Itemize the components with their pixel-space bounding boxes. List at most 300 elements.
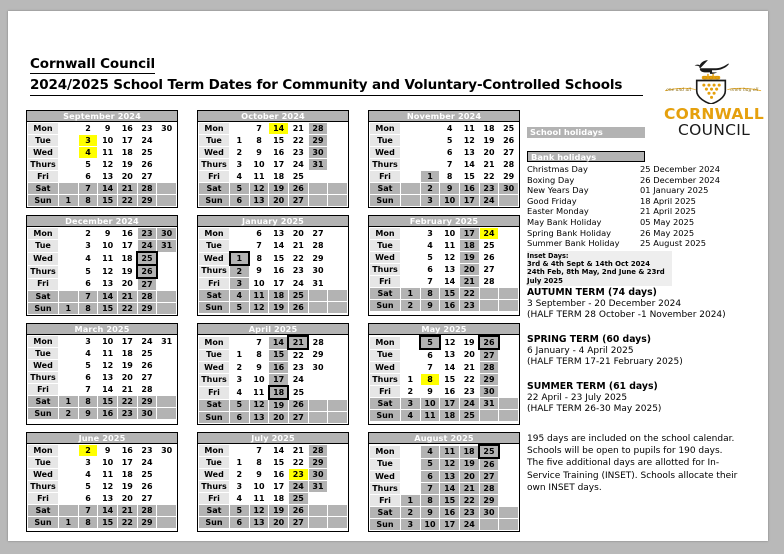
day-cell[interactable]: 31 <box>308 159 328 171</box>
day-cell[interactable]: 28 <box>308 336 328 349</box>
day-cell[interactable]: 29 <box>137 195 157 207</box>
day-cell[interactable]: 6 <box>440 147 460 159</box>
day-cell[interactable]: 24 <box>459 519 479 531</box>
day-cell[interactable]: 27 <box>288 195 308 207</box>
day-cell[interactable]: 29 <box>137 303 157 315</box>
day-cell[interactable]: 18 <box>117 147 137 159</box>
day-cell[interactable]: 20 <box>459 471 479 483</box>
day-cell[interactable]: 19 <box>479 135 499 147</box>
day-cell[interactable]: 4 <box>230 493 250 505</box>
day-cell[interactable]: 16 <box>117 445 137 457</box>
day-cell[interactable]: 5 <box>420 336 440 349</box>
day-cell[interactable]: 3 <box>78 135 98 147</box>
day-cell[interactable]: 18 <box>269 386 289 399</box>
day-cell[interactable]: 22 <box>288 135 308 147</box>
day-cell[interactable]: 9 <box>249 362 269 374</box>
day-cell[interactable]: 3 <box>401 519 421 531</box>
day-cell[interactable]: 22 <box>459 495 479 507</box>
day-cell[interactable]: 27 <box>288 412 308 424</box>
day-cell[interactable]: 28 <box>479 276 499 288</box>
day-cell[interactable]: 21 <box>459 362 479 374</box>
day-cell[interactable]: 11 <box>249 493 269 505</box>
day-cell[interactable]: 20 <box>269 412 289 424</box>
day-cell[interactable]: 4 <box>230 171 250 183</box>
day-cell[interactable]: 17 <box>459 195 479 207</box>
day-cell[interactable]: 30 <box>157 123 177 135</box>
day-cell[interactable]: 10 <box>98 135 118 147</box>
day-cell[interactable]: 12 <box>98 265 118 278</box>
day-cell[interactable]: 25 <box>288 171 308 183</box>
day-cell[interactable]: 7 <box>78 183 98 195</box>
day-cell[interactable]: 30 <box>137 408 157 420</box>
day-cell[interactable]: 14 <box>269 123 289 135</box>
day-cell[interactable]: 3 <box>420 195 440 207</box>
day-cell[interactable]: 16 <box>440 386 460 398</box>
day-cell[interactable]: 26 <box>288 399 308 412</box>
day-cell[interactable]: 9 <box>440 183 460 195</box>
day-cell[interactable]: 30 <box>157 228 177 240</box>
day-cell[interactable]: 2 <box>230 265 250 278</box>
day-cell[interactable]: 10 <box>249 481 269 493</box>
day-cell[interactable]: 13 <box>440 349 460 362</box>
day-cell[interactable]: 25 <box>459 410 479 422</box>
day-cell[interactable]: 21 <box>117 384 137 396</box>
day-cell[interactable]: 29 <box>499 171 519 183</box>
day-cell[interactable]: 2 <box>230 362 250 374</box>
day-cell[interactable]: 8 <box>249 252 269 265</box>
day-cell[interactable]: 5 <box>230 505 250 517</box>
day-cell[interactable]: 1 <box>230 349 250 362</box>
day-cell[interactable]: 11 <box>98 252 118 265</box>
day-cell[interactable]: 29 <box>137 396 157 408</box>
day-cell[interactable]: 2 <box>78 445 98 457</box>
day-cell[interactable]: 26 <box>499 135 519 147</box>
day-cell[interactable]: 14 <box>98 384 118 396</box>
day-cell[interactable]: 23 <box>117 408 137 420</box>
day-cell[interactable]: 1 <box>401 495 421 507</box>
day-cell[interactable]: 24 <box>288 481 308 493</box>
day-cell[interactable]: 29 <box>308 457 328 469</box>
day-cell[interactable]: 20 <box>459 264 479 276</box>
day-cell[interactable]: 29 <box>308 252 328 265</box>
day-cell[interactable]: 8 <box>78 396 98 408</box>
day-cell[interactable]: 19 <box>459 336 479 349</box>
day-cell[interactable]: 22 <box>288 457 308 469</box>
day-cell[interactable]: 10 <box>249 374 269 387</box>
day-cell[interactable]: 4 <box>78 348 98 360</box>
day-cell[interactable]: 7 <box>249 445 269 457</box>
day-cell[interactable]: 31 <box>308 481 328 493</box>
day-cell[interactable]: 2 <box>401 300 421 312</box>
day-cell[interactable]: 23 <box>459 507 479 519</box>
day-cell[interactable]: 31 <box>308 278 328 290</box>
day-cell[interactable]: 16 <box>269 147 289 159</box>
day-cell[interactable]: 6 <box>420 264 440 276</box>
day-cell[interactable]: 2 <box>59 408 79 420</box>
day-cell[interactable]: 23 <box>288 265 308 278</box>
day-cell[interactable]: 4 <box>440 123 460 135</box>
day-cell[interactable]: 8 <box>420 374 440 386</box>
day-cell[interactable]: 12 <box>459 135 479 147</box>
day-cell[interactable]: 16 <box>269 362 289 374</box>
day-cell[interactable]: 29 <box>308 135 328 147</box>
day-cell[interactable]: 16 <box>459 183 479 195</box>
day-cell[interactable]: 26 <box>479 336 499 349</box>
day-cell[interactable]: 23 <box>479 183 499 195</box>
day-cell[interactable]: 15 <box>98 396 118 408</box>
day-cell[interactable]: 9 <box>98 445 118 457</box>
day-cell[interactable]: 23 <box>459 386 479 398</box>
day-cell[interactable]: 7 <box>420 362 440 374</box>
day-cell[interactable]: 14 <box>459 159 479 171</box>
day-cell[interactable]: 7 <box>440 159 460 171</box>
day-cell[interactable]: 30 <box>308 469 328 481</box>
day-cell[interactable]: 28 <box>137 505 157 517</box>
day-cell[interactable]: 13 <box>98 372 118 384</box>
day-cell[interactable]: 12 <box>249 505 269 517</box>
day-cell[interactable]: 13 <box>459 147 479 159</box>
day-cell[interactable]: 10 <box>440 195 460 207</box>
day-cell[interactable]: 3 <box>230 159 250 171</box>
day-cell[interactable]: 19 <box>459 458 479 471</box>
day-cell[interactable]: 3 <box>230 278 250 290</box>
day-cell[interactable]: 14 <box>269 336 289 349</box>
day-cell[interactable]: 26 <box>288 183 308 195</box>
day-cell[interactable]: 3 <box>401 398 421 410</box>
day-cell[interactable]: 1 <box>420 171 440 183</box>
day-cell[interactable]: 26 <box>288 302 308 314</box>
day-cell[interactable]: 20 <box>269 195 289 207</box>
day-cell[interactable]: 19 <box>117 360 137 372</box>
day-cell[interactable]: 18 <box>440 410 460 422</box>
day-cell[interactable]: 16 <box>440 300 460 312</box>
day-cell[interactable]: 21 <box>479 159 499 171</box>
day-cell[interactable]: 23 <box>137 123 157 135</box>
day-cell[interactable]: 1 <box>59 303 79 315</box>
day-cell[interactable]: 30 <box>157 445 177 457</box>
day-cell[interactable]: 20 <box>117 493 137 505</box>
day-cell[interactable]: 4 <box>78 147 98 159</box>
day-cell[interactable]: 10 <box>98 457 118 469</box>
day-cell[interactable]: 25 <box>288 386 308 399</box>
day-cell[interactable]: 27 <box>137 278 157 291</box>
day-cell[interactable]: 23 <box>137 228 157 240</box>
day-cell[interactable]: 8 <box>78 303 98 315</box>
day-cell[interactable]: 31 <box>157 336 177 348</box>
day-cell[interactable]: 16 <box>269 265 289 278</box>
day-cell[interactable]: 27 <box>479 471 499 483</box>
day-cell[interactable]: 13 <box>440 471 460 483</box>
day-cell[interactable]: 16 <box>269 469 289 481</box>
day-cell[interactable]: 14 <box>98 505 118 517</box>
day-cell[interactable]: 10 <box>420 398 440 410</box>
day-cell[interactable]: 13 <box>98 171 118 183</box>
day-cell[interactable]: 5 <box>230 399 250 412</box>
day-cell[interactable]: 9 <box>98 123 118 135</box>
day-cell[interactable]: 2 <box>401 507 421 519</box>
day-cell[interactable]: 22 <box>288 349 308 362</box>
day-cell[interactable]: 21 <box>117 291 137 303</box>
day-cell[interactable]: 2 <box>78 123 98 135</box>
day-cell[interactable]: 24 <box>137 457 157 469</box>
day-cell[interactable]: 19 <box>117 265 137 278</box>
day-cell[interactable]: 3 <box>78 457 98 469</box>
day-cell[interactable]: 6 <box>420 349 440 362</box>
day-cell[interactable]: 25 <box>288 493 308 505</box>
day-cell[interactable]: 17 <box>117 457 137 469</box>
day-cell[interactable]: 6 <box>78 493 98 505</box>
day-cell[interactable]: 1 <box>59 195 79 207</box>
day-cell[interactable]: 13 <box>269 228 289 240</box>
day-cell[interactable]: 24 <box>479 195 499 207</box>
day-cell[interactable]: 27 <box>137 493 157 505</box>
day-cell[interactable]: 30 <box>308 147 328 159</box>
day-cell[interactable]: 15 <box>98 303 118 315</box>
day-cell[interactable]: 24 <box>137 336 157 348</box>
day-cell[interactable]: 29 <box>479 495 499 507</box>
day-cell[interactable]: 9 <box>420 507 440 519</box>
day-cell[interactable]: 20 <box>479 147 499 159</box>
day-cell[interactable]: 5 <box>230 183 250 195</box>
day-cell[interactable]: 14 <box>440 362 460 374</box>
day-cell[interactable]: 3 <box>78 240 98 253</box>
day-cell[interactable]: 1 <box>401 288 421 300</box>
day-cell[interactable]: 3 <box>78 336 98 348</box>
day-cell[interactable]: 20 <box>459 349 479 362</box>
day-cell[interactable]: 17 <box>117 135 137 147</box>
day-cell[interactable]: 18 <box>459 445 479 458</box>
day-cell[interactable]: 25 <box>288 290 308 302</box>
day-cell[interactable]: 30 <box>499 183 519 195</box>
day-cell[interactable]: 7 <box>78 384 98 396</box>
day-cell[interactable]: 28 <box>308 123 328 135</box>
day-cell[interactable]: 26 <box>137 481 157 493</box>
day-cell[interactable]: 5 <box>78 265 98 278</box>
day-cell[interactable]: 14 <box>440 483 460 495</box>
day-cell[interactable]: 30 <box>479 386 499 398</box>
day-cell[interactable]: 18 <box>269 290 289 302</box>
day-cell[interactable]: 27 <box>137 171 157 183</box>
day-cell[interactable]: 15 <box>459 171 479 183</box>
day-cell[interactable]: 10 <box>98 336 118 348</box>
day-cell[interactable]: 10 <box>420 519 440 531</box>
day-cell[interactable]: 18 <box>479 123 499 135</box>
day-cell[interactable]: 26 <box>479 458 499 471</box>
day-cell[interactable]: 15 <box>440 495 460 507</box>
day-cell[interactable]: 20 <box>117 372 137 384</box>
day-cell[interactable]: 4 <box>230 290 250 302</box>
day-cell[interactable]: 25 <box>137 147 157 159</box>
day-cell[interactable]: 10 <box>98 240 118 253</box>
day-cell[interactable]: 24 <box>459 398 479 410</box>
day-cell[interactable]: 7 <box>78 291 98 303</box>
day-cell[interactable]: 21 <box>459 276 479 288</box>
day-cell[interactable]: 17 <box>117 240 137 253</box>
day-cell[interactable]: 22 <box>459 288 479 300</box>
day-cell[interactable]: 17 <box>459 228 479 240</box>
day-cell[interactable]: 27 <box>137 372 157 384</box>
day-cell[interactable]: 15 <box>269 349 289 362</box>
day-cell[interactable]: 9 <box>249 469 269 481</box>
day-cell[interactable]: 15 <box>98 195 118 207</box>
day-cell[interactable]: 13 <box>98 493 118 505</box>
day-cell[interactable]: 18 <box>117 469 137 481</box>
day-cell[interactable]: 6 <box>249 228 269 240</box>
day-cell[interactable]: 6 <box>230 412 250 424</box>
day-cell[interactable]: 6 <box>78 278 98 291</box>
day-cell[interactable]: 25 <box>479 240 499 252</box>
day-cell[interactable]: 2 <box>78 228 98 240</box>
day-cell[interactable]: 13 <box>249 517 269 529</box>
day-cell[interactable]: 5 <box>78 159 98 171</box>
day-cell[interactable]: 5 <box>420 458 440 471</box>
day-cell[interactable]: 10 <box>440 228 460 240</box>
day-cell[interactable]: 5 <box>420 252 440 264</box>
day-cell[interactable]: 10 <box>249 159 269 171</box>
day-cell[interactable]: 4 <box>78 469 98 481</box>
day-cell[interactable]: 17 <box>269 481 289 493</box>
day-cell[interactable]: 12 <box>440 252 460 264</box>
day-cell[interactable]: 2 <box>401 386 421 398</box>
day-cell[interactable]: 13 <box>440 264 460 276</box>
day-cell[interactable]: 7 <box>249 240 269 253</box>
day-cell[interactable]: 21 <box>117 183 137 195</box>
day-cell[interactable]: 26 <box>137 360 157 372</box>
day-cell[interactable]: 9 <box>78 408 98 420</box>
day-cell[interactable]: 22 <box>117 303 137 315</box>
day-cell[interactable]: 12 <box>98 360 118 372</box>
day-cell[interactable]: 11 <box>440 240 460 252</box>
day-cell[interactable]: 1 <box>230 252 250 265</box>
day-cell[interactable]: 18 <box>117 252 137 265</box>
day-cell[interactable]: 1 <box>401 374 421 386</box>
day-cell[interactable]: 22 <box>288 252 308 265</box>
day-cell[interactable]: 19 <box>117 481 137 493</box>
day-cell[interactable]: 11 <box>98 147 118 159</box>
day-cell[interactable]: 12 <box>249 302 269 314</box>
day-cell[interactable]: 28 <box>137 384 157 396</box>
day-cell[interactable]: 29 <box>137 517 157 529</box>
day-cell[interactable]: 22 <box>479 171 499 183</box>
day-cell[interactable]: 16 <box>98 408 118 420</box>
day-cell[interactable]: 24 <box>479 228 499 240</box>
day-cell[interactable]: 8 <box>78 517 98 529</box>
day-cell[interactable]: 17 <box>117 336 137 348</box>
day-cell[interactable]: 7 <box>249 336 269 349</box>
day-cell[interactable]: 26 <box>137 265 157 278</box>
day-cell[interactable]: 15 <box>440 374 460 386</box>
day-cell[interactable]: 7 <box>420 483 440 495</box>
day-cell[interactable]: 19 <box>117 159 137 171</box>
day-cell[interactable]: 3 <box>420 228 440 240</box>
day-cell[interactable]: 15 <box>269 457 289 469</box>
day-cell[interactable]: 14 <box>98 291 118 303</box>
day-cell[interactable]: 3 <box>230 481 250 493</box>
day-cell[interactable]: 1 <box>59 396 79 408</box>
day-cell[interactable]: 18 <box>269 493 289 505</box>
day-cell[interactable]: 21 <box>288 240 308 253</box>
day-cell[interactable]: 4 <box>420 445 440 458</box>
day-cell[interactable]: 25 <box>479 445 499 458</box>
day-cell[interactable]: 13 <box>249 412 269 424</box>
day-cell[interactable]: 16 <box>117 228 137 240</box>
day-cell[interactable]: 6 <box>230 517 250 529</box>
day-cell[interactable]: 2 <box>230 469 250 481</box>
day-cell[interactable]: 26 <box>137 159 157 171</box>
day-cell[interactable]: 8 <box>78 195 98 207</box>
day-cell[interactable]: 11 <box>249 171 269 183</box>
day-cell[interactable]: 5 <box>78 481 98 493</box>
day-cell[interactable]: 9 <box>249 147 269 159</box>
day-cell[interactable]: 14 <box>269 240 289 253</box>
day-cell[interactable]: 22 <box>117 195 137 207</box>
day-cell[interactable]: 14 <box>440 276 460 288</box>
day-cell[interactable]: 25 <box>137 252 157 265</box>
day-cell[interactable]: 23 <box>137 445 157 457</box>
day-cell[interactable]: 25 <box>137 469 157 481</box>
day-cell[interactable]: 13 <box>249 195 269 207</box>
day-cell[interactable]: 28 <box>137 183 157 195</box>
day-cell[interactable]: 15 <box>269 135 289 147</box>
day-cell[interactable]: 30 <box>308 265 328 278</box>
day-cell[interactable]: 14 <box>98 183 118 195</box>
day-cell[interactable]: 2 <box>230 147 250 159</box>
day-cell[interactable]: 27 <box>479 349 499 362</box>
day-cell[interactable]: 2 <box>420 183 440 195</box>
day-cell[interactable]: 21 <box>288 336 308 349</box>
day-cell[interactable]: 8 <box>249 457 269 469</box>
day-cell[interactable]: 19 <box>269 302 289 314</box>
day-cell[interactable]: 21 <box>459 483 479 495</box>
day-cell[interactable]: 19 <box>269 399 289 412</box>
day-cell[interactable]: 12 <box>440 336 460 349</box>
day-cell[interactable]: 8 <box>249 349 269 362</box>
day-cell[interactable]: 8 <box>420 288 440 300</box>
day-cell[interactable]: 4 <box>420 240 440 252</box>
day-cell[interactable]: 22 <box>459 374 479 386</box>
day-cell[interactable]: 31 <box>479 398 499 410</box>
day-cell[interactable]: 15 <box>440 288 460 300</box>
day-cell[interactable]: 20 <box>117 171 137 183</box>
day-cell[interactable]: 4 <box>230 386 250 399</box>
day-cell[interactable]: 28 <box>499 159 519 171</box>
day-cell[interactable]: 17 <box>269 374 289 387</box>
day-cell[interactable]: 12 <box>249 399 269 412</box>
day-cell[interactable]: 16 <box>440 507 460 519</box>
day-cell[interactable]: 5 <box>78 360 98 372</box>
day-cell[interactable]: 19 <box>269 183 289 195</box>
day-cell[interactable]: 9 <box>420 300 440 312</box>
day-cell[interactable]: 6 <box>230 195 250 207</box>
day-cell[interactable]: 9 <box>420 386 440 398</box>
day-cell[interactable]: 5 <box>230 302 250 314</box>
day-cell[interactable]: 11 <box>420 410 440 422</box>
day-cell[interactable]: 12 <box>98 159 118 171</box>
day-cell[interactable]: 16 <box>117 123 137 135</box>
day-cell[interactable]: 23 <box>459 300 479 312</box>
day-cell[interactable]: 7 <box>420 276 440 288</box>
day-cell[interactable]: 19 <box>269 505 289 517</box>
day-cell[interactable]: 8 <box>440 171 460 183</box>
day-cell[interactable]: 11 <box>249 386 269 399</box>
day-cell[interactable]: 24 <box>137 240 157 253</box>
day-cell[interactable]: 23 <box>288 147 308 159</box>
day-cell[interactable]: 17 <box>440 398 460 410</box>
day-cell[interactable]: 29 <box>479 374 499 386</box>
day-cell[interactable]: 1 <box>59 517 79 529</box>
day-cell[interactable]: 27 <box>288 517 308 529</box>
day-cell[interactable]: 21 <box>288 123 308 135</box>
